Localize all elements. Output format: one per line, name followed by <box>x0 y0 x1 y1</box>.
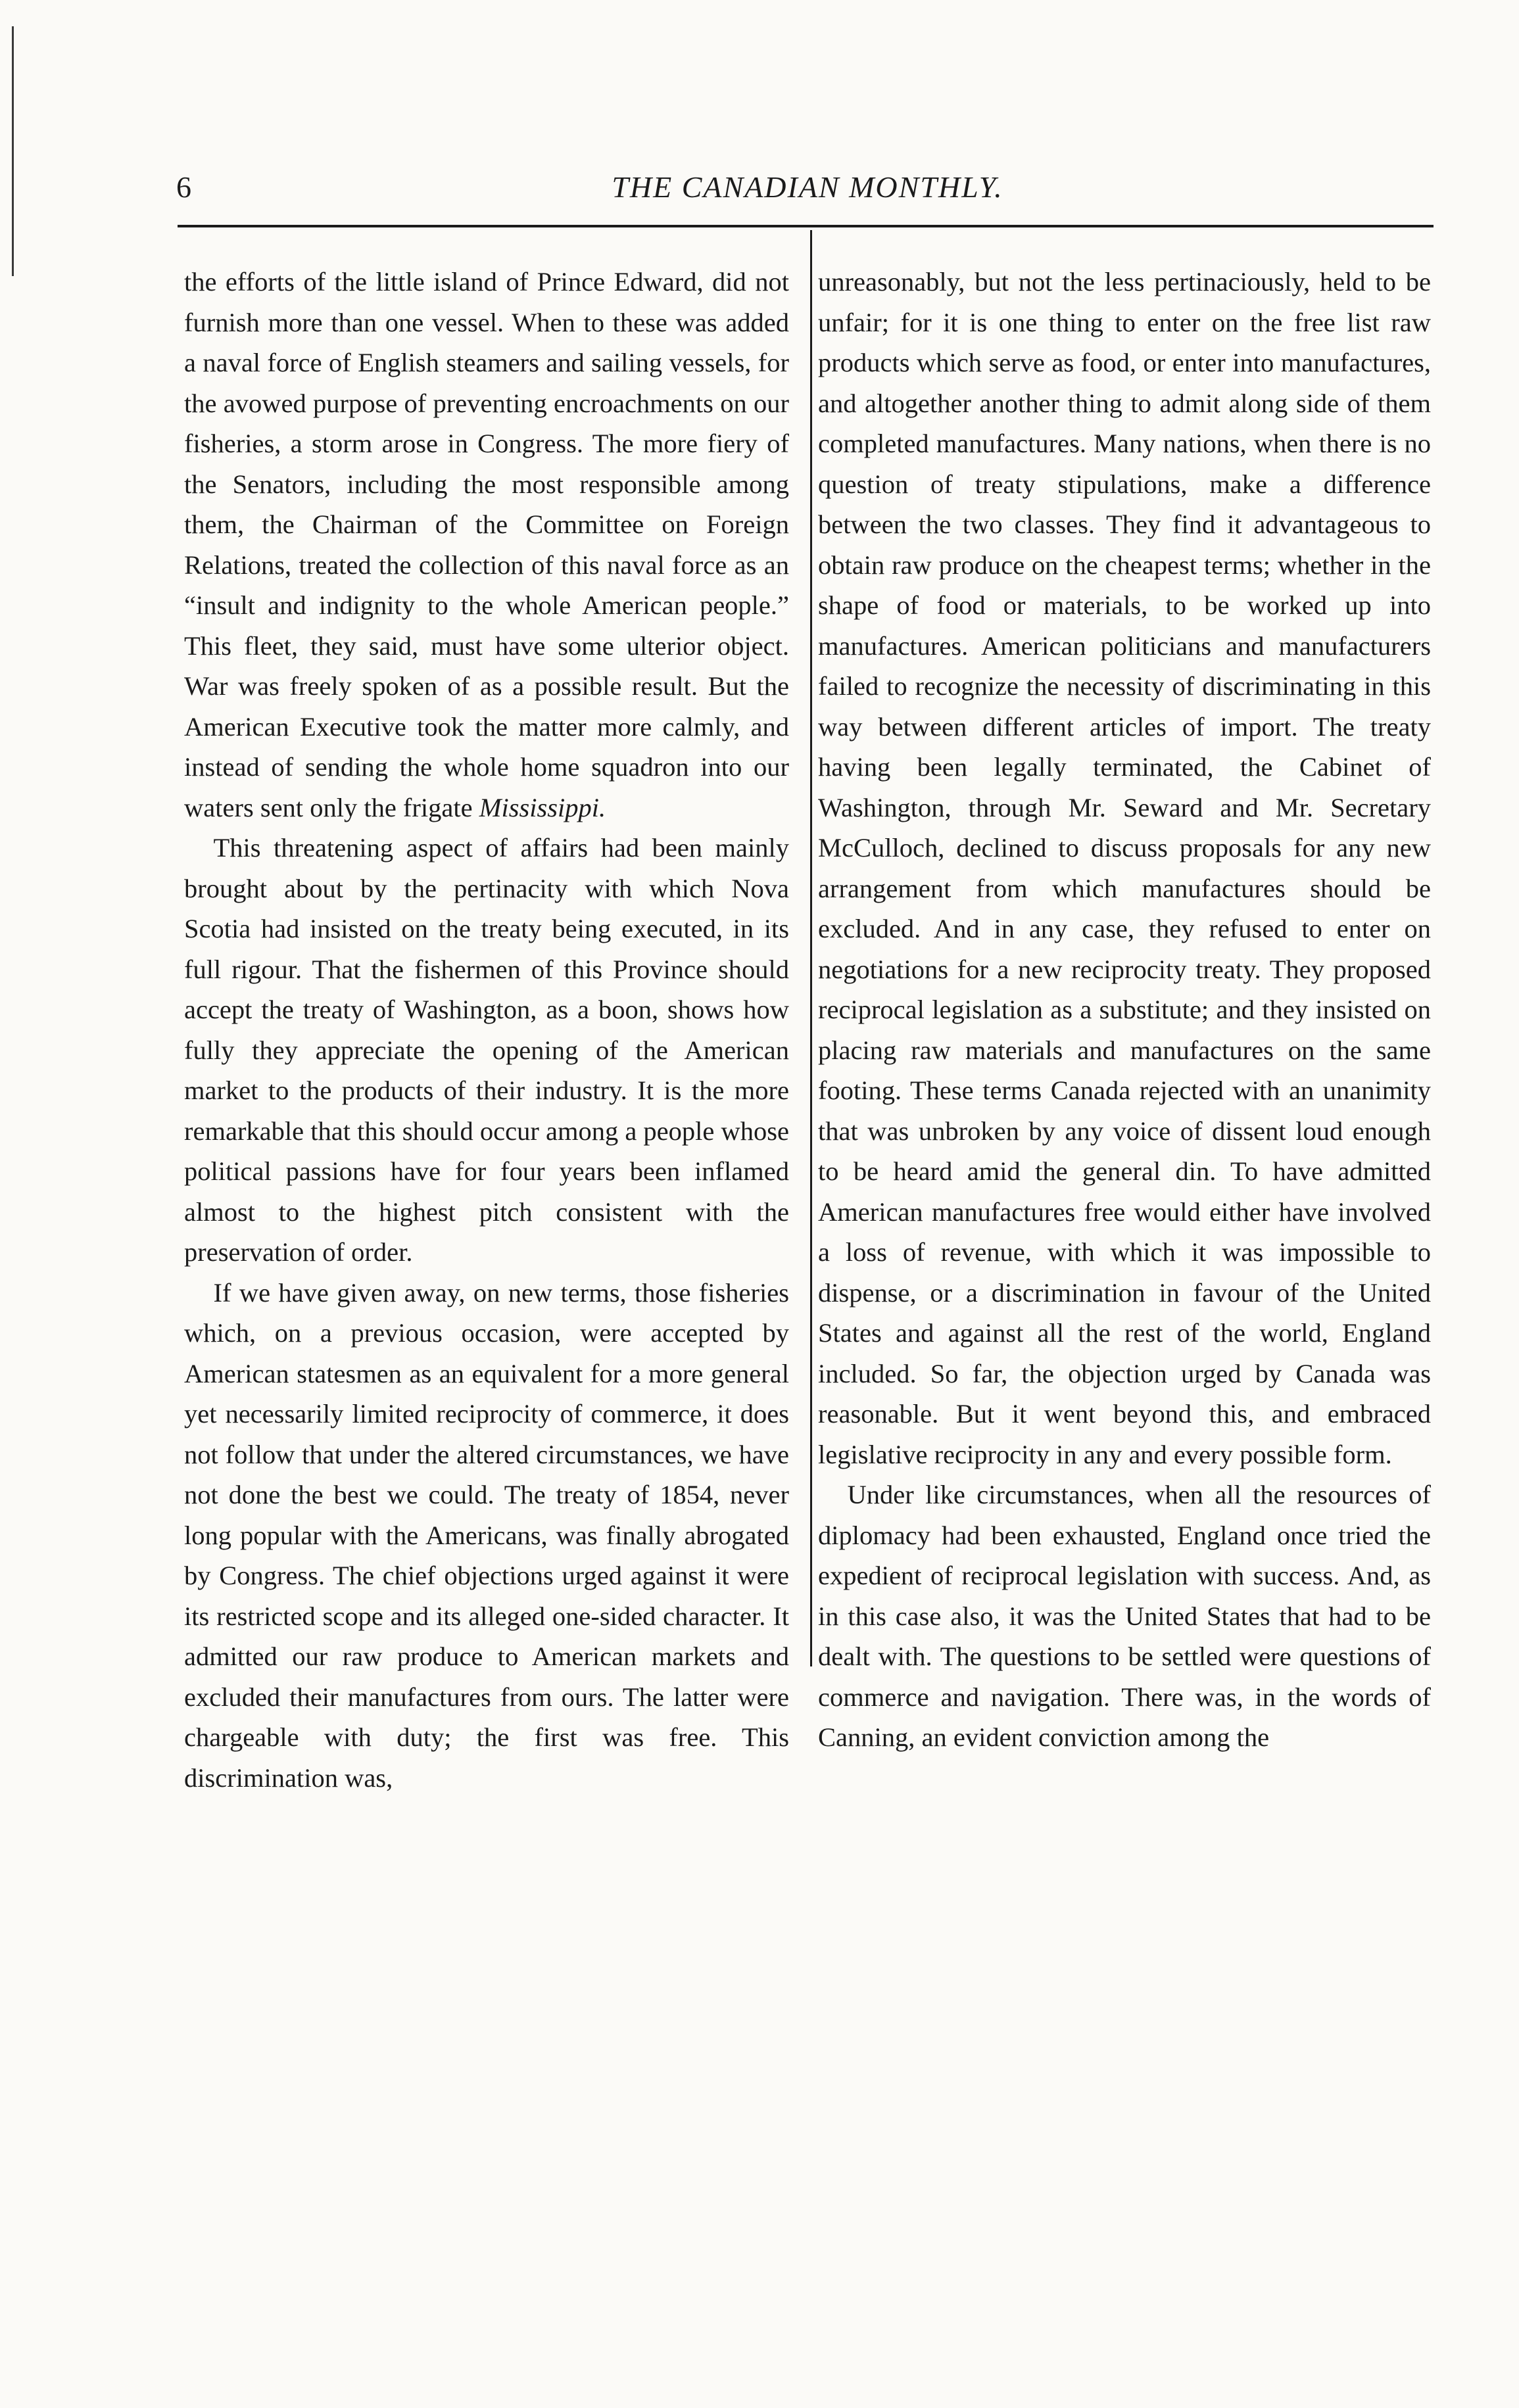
paragraph: If we have given away, on new terms, those fisheries which, on a previous occasion, were accepted by American statesmen as an equivalent for a more general yet necessarily limited reciprocity of commerce, it does not follow that under the altered circumstances, we have not done the best we could. The treaty of 1854, never long popular with the Americans, was finally abrogated by Congress. The chief objections urged against it were its restricted scope and its alleged one-sided character. It admitted our raw produce to American markets and excluded their manufactures from ours. The latter were chargeable with duty; the first was free. This discrimination was, <box>184 1277 789 1793</box>
right-column <box>818 262 1431 1752</box>
paragraph <box>184 262 789 828</box>
header-rule <box>178 225 1434 227</box>
ship-name: Mississippi. <box>479 792 606 822</box>
binding-edge <box>12 26 14 276</box>
column-divider <box>810 230 812 1666</box>
paragraph: unreasonably, but not the less pertinaciously, held to be unfair; for it is one thing to enter on the free list raw products which serve as food, or enter into manufactures, and altogether another thing to admit along side of them completed manufactures. Many nations, when there is no question of treaty stipulations, make a difference between the two classes. They find it advantageous to obtain raw produce on the cheapest terms; whether in the shape of food or materials, to be worked up into manufactures. American politicians and manufacturers failed to recognize the necessity of discriminating in this way between different articles of import. The treaty having been legally terminated, the Cabinet of Washington, through Mr. Seward and Mr. Secretary McCulloch, declined to discuss proposals for any new arrangement from which manufactures should be excluded. And in any case, they refused to enter on negotiations for a new reciprocity treaty. They proposed reciprocal legislation as a substitute; and they insisted on placing raw materials and manufactures on the same footing. These terms Canada rejected with an unanimity that was unbroken by any voice of dissent loud enough to be heard amid the general din. To have admitted American manufactures free would either have involved a loss of revenue, with which it was impossible to dispense, or a discrimination in favour of the United States and against all the rest of the world, England included. So far, the objection urged by Canada was reasonable. But it went beyond this, and embraced legislative reciprocity in any and every possible form. <box>818 267 1431 1469</box>
paragraph: This threatening aspect of affairs had been mainly brought about by the pertinacity with which Nova Scotia had insisted on the treaty being executed, in its full rigour. That the fishermen of this Province should accept the treaty of Washington, as a boon, shows how fully they appreciate the opening of the American market to the products of their industry. It is the more remarkable that this should occur among a people whose political passions have for four years been inflamed almost to the highest pitch consistent with the preservation of order. <box>184 833 789 1267</box>
page-header <box>176 161 1439 214</box>
page-number: 6 <box>176 170 191 204</box>
paragraph-text: the efforts of the little island of Prince Edward, did not furnish more than one vessel. When to these was added a naval force of English steamers and sailing vessels, for the avowed purpose of preventing encroachments on our fisheries, a storm arose in Congress. The more fiery of the Senators, including the most responsible among them, the Chairman of the Committee on Foreign Relations, treated the collection of this naval force as an “insult and indignity to the whole American people.” This fleet, they said, must have some ulterior object. War was freely spoken of as a possible result. But the American Executive took the matter more calmly, and instead of sending the whole home squadron into our waters sent only the frigate <box>184 267 789 822</box>
running-title: THE CANADIAN MONTHLY. <box>612 170 1003 204</box>
paragraph: Under like circumstances, when all the resources of diplomacy had been exhausted, England once tried the expedient of reciprocal legislation with success. And, as in this case also, it was the United States that had to be dealt with. The questions to be settled were questions of commerce and navigation. There was, in the words of Canning, an evident conviction among the <box>818 1480 1431 1752</box>
left-column <box>184 262 789 1793</box>
